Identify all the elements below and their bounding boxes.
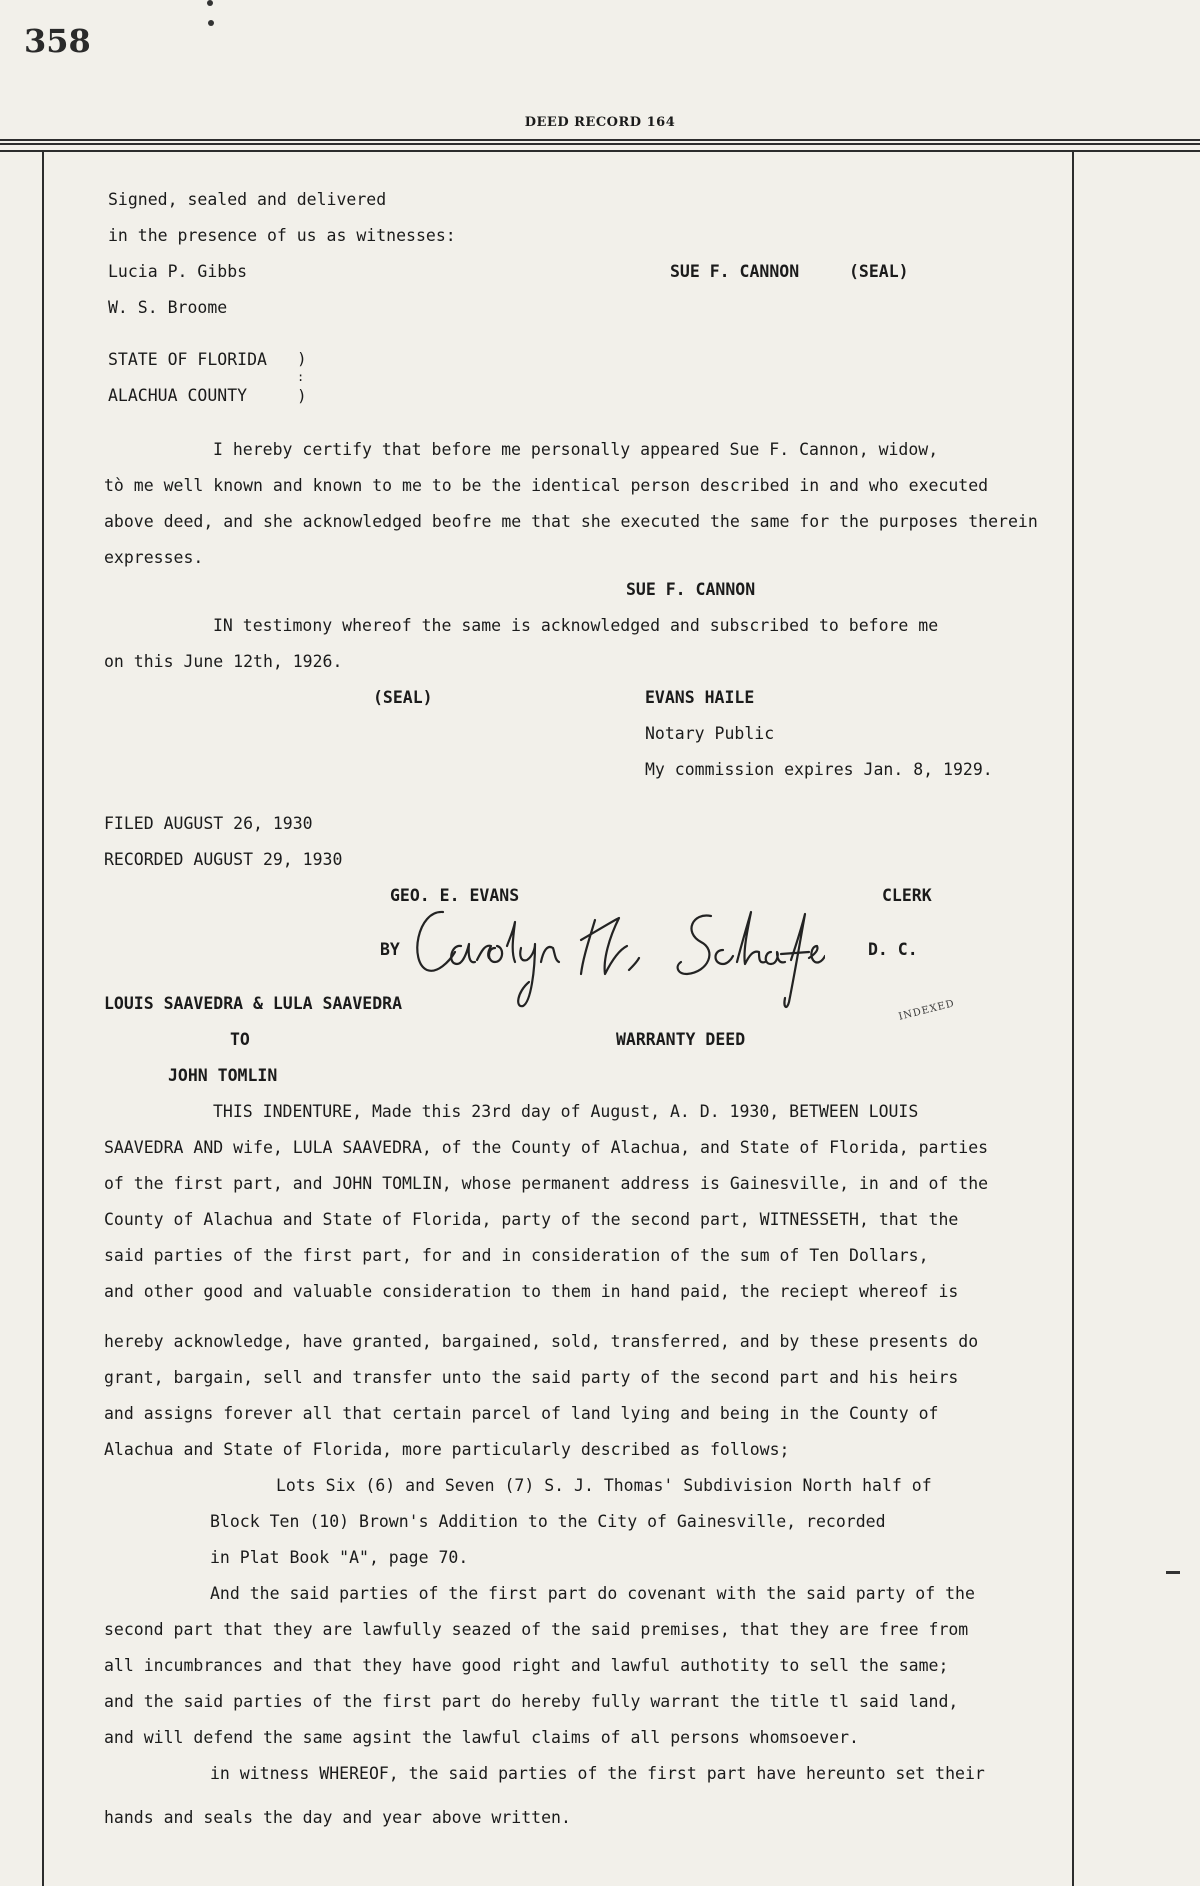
notary-title: Notary Public	[645, 724, 775, 743]
clerk-signature	[405, 892, 825, 1022]
filed-date: FILED AUGUST 26, 1930	[104, 814, 313, 833]
deed-body-line: SAAVEDRA AND wife, LULA SAAVEDRA, of the County of Alachua, and State of Florida, parties	[104, 1138, 989, 1157]
deed-body-line: hereby acknowledge, have granted, bargained, sold, transferred, and by these presents do	[104, 1332, 979, 1351]
left-margin-line	[42, 150, 44, 1886]
notary-commission: My commission expires Jan. 8, 1929.	[645, 760, 993, 779]
deed-grantee: JOHN TOMLIN	[168, 1066, 278, 1085]
venue-state: STATE OF FLORIDA	[108, 350, 267, 369]
ledger-title: DEED RECORD 164	[524, 115, 676, 130]
ack-line: I hereby certify that before me personally appeared Sue F. Cannon, widow,	[213, 440, 939, 459]
deed-body-line: of the first part, and JOHN TOMLIN, whose permanent address is Gainesville, in and of the	[104, 1174, 989, 1193]
clerk-name: GEO. E. EVANS	[390, 886, 520, 905]
header-rule	[0, 139, 1200, 141]
testimony-line: IN testimony whereof the same is acknowledged and subscribed to before me	[213, 616, 939, 635]
punch-hole-mark	[207, 0, 213, 6]
covenant-line: second part that they are lawfully seazed of the said premises, that they are free from	[104, 1620, 969, 1639]
deed-title: WARRANTY DEED	[616, 1030, 746, 1049]
witness-2: W. S. Broome	[108, 298, 228, 317]
signer-name: SUE F. CANNON	[670, 262, 800, 281]
ack-line: tò me well known and known to me to be the identical person described in and who executed	[104, 476, 989, 495]
edge-mark	[1166, 1571, 1180, 1574]
seal-label: (SEAL)	[849, 262, 909, 281]
venue-county: ALACHUA COUNTY	[108, 386, 248, 405]
covenant-line: and the said parties of the first part do hereby fully warrant the title tl said land,	[104, 1692, 959, 1711]
indexed-stamp: INDEXED	[897, 998, 956, 1023]
legal-description-line: Lots Six (6) and Seven (7) S. J. Thomas' Subdivision North half of	[276, 1476, 932, 1495]
venue-bracket: )	[297, 349, 307, 368]
legal-description-line: in Plat Book "A", page 70.	[210, 1548, 469, 1567]
witness-1: Lucia P. Gibbs	[108, 262, 248, 281]
deed-grantors: LOUIS SAAVEDRA & LULA SAAVEDRA	[104, 994, 403, 1013]
deed-body-line: said parties of the first part, for and in consideration of the sum of Ten Dollars,	[104, 1246, 929, 1265]
deed-body-line: grant, bargain, sell and transfer unto the said party of the second part and his heirs	[104, 1368, 959, 1387]
covenant-line: all incumbrances and that they have good right and lawful authotity to sell the same;	[104, 1656, 949, 1675]
deed-body-line: County of Alachua and State of Florida, party of the second part, WITNESSETH, that the	[104, 1210, 959, 1229]
right-margin-line	[1072, 150, 1074, 1886]
covenant-line: And the said parties of the first part do covenant with the said party of the	[210, 1584, 975, 1603]
deputy-clerk-label: D. C.	[868, 940, 918, 959]
legal-description-line: Block Ten (10) Brown's Addition to the City of Gainesville, recorded	[210, 1512, 886, 1531]
deed-body-line: and assigns forever all that certain parcel of land lying and being in the County of	[104, 1404, 939, 1423]
notary-seal: (SEAL)	[373, 688, 433, 707]
page-number: 358	[24, 22, 91, 60]
deed-body-line: and other good and valuable consideration to them in hand paid, the reciept whereof is	[104, 1282, 959, 1301]
notary-name: EVANS HAILE	[645, 688, 755, 707]
signed-line-1: Signed, sealed and delivered	[108, 190, 387, 209]
signed-line-2: in the presence of us as witnesses:	[108, 226, 456, 245]
deed-body-line: THIS INDENTURE, Made this 23rd day of August, A. D. 1930, BETWEEN LOUIS	[213, 1102, 919, 1121]
header-rule	[0, 143, 1200, 145]
clerk-title: CLERK	[882, 886, 932, 905]
covenant-line: and will defend the same agsint the lawful claims of all persons whomsoever.	[104, 1728, 859, 1747]
ack-line: above deed, and she acknowledged beofre me that she executed the same for the purposes therein	[104, 512, 1038, 531]
ack-line: expresses.	[104, 548, 204, 567]
deed-body-line: Alachua and State of Florida, more particularly described as follows;	[104, 1440, 790, 1459]
punch-hole-mark	[208, 20, 214, 26]
witness-clause-line: in witness WHEREOF, the said parties of the first part have hereunto set their	[210, 1764, 985, 1783]
testimony-line: on this June 12th, 1926.	[104, 652, 343, 671]
by-label: BY	[380, 940, 400, 959]
witness-clause-line: hands and seals the day and year above written.	[104, 1808, 571, 1827]
deed-to: TO	[230, 1030, 250, 1049]
venue-bracket: :	[297, 370, 305, 384]
recorded-date: RECORDED AUGUST 29, 1930	[104, 850, 343, 869]
ack-signer: SUE F. CANNON	[626, 580, 756, 599]
venue-bracket: )	[297, 386, 307, 405]
header-rule	[0, 150, 1200, 152]
